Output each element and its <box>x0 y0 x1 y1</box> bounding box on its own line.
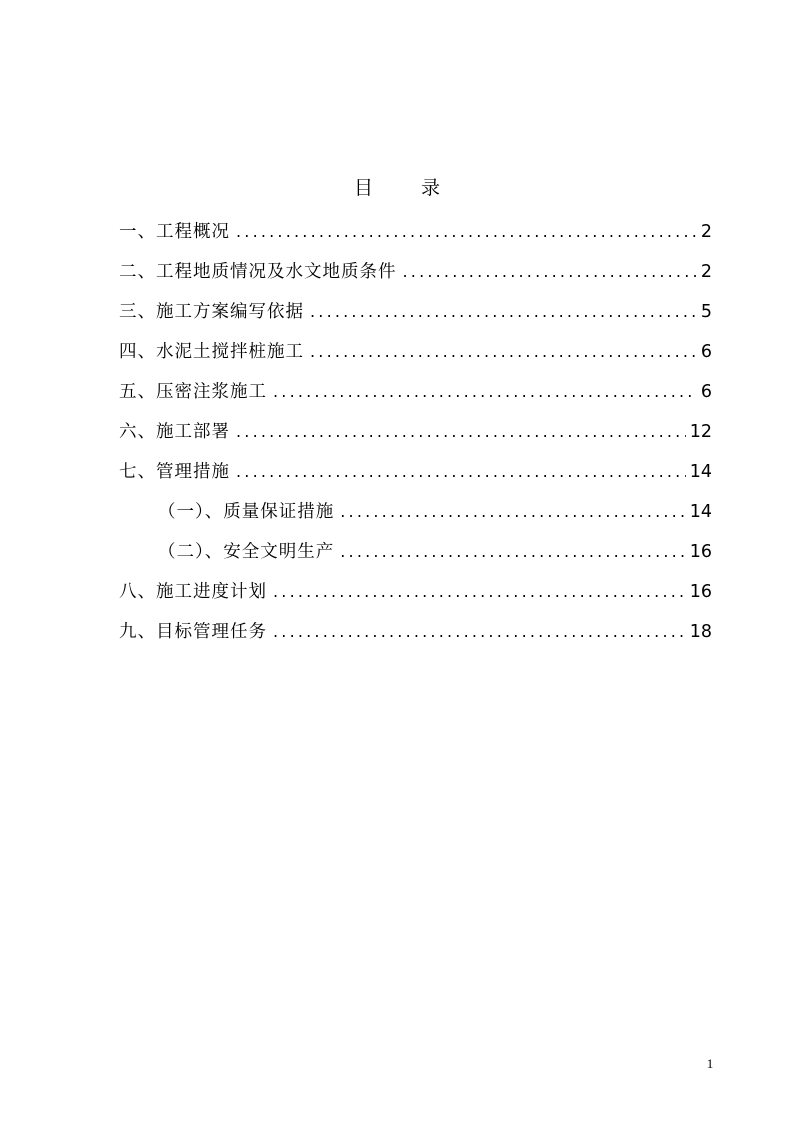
toc-entry-6[interactable] <box>0 412 794 452</box>
toc-entry-3[interactable] <box>0 292 794 332</box>
toc-entry-page: 6 <box>700 342 712 362</box>
table-of-contents <box>0 212 794 652</box>
toc-entry-page: 16 <box>689 542 712 562</box>
title-char-1: 目 <box>353 177 373 199</box>
toc-leader-dots <box>340 532 685 572</box>
toc-entry-label: （一）、质量保证措施 <box>158 502 335 522</box>
toc-leader-dots <box>236 412 686 452</box>
toc-entry-5[interactable] <box>0 372 794 412</box>
toc-entry-label: 一、工程概况 <box>119 222 230 242</box>
toc-leader-dots <box>310 292 697 332</box>
toc-leader-dots <box>236 452 686 492</box>
toc-leader-dots <box>273 612 686 652</box>
toc-leader-dots <box>340 492 685 532</box>
toc-entry-page: 5 <box>700 302 712 322</box>
page-title <box>0 174 794 202</box>
toc-leader-dots <box>310 332 697 372</box>
toc-subentry-1[interactable] <box>0 492 794 532</box>
toc-entry-page: 2 <box>700 222 712 242</box>
toc-entry-label: 五、压密注浆施工 <box>119 382 267 402</box>
toc-leader-dots <box>403 252 697 292</box>
toc-entry-label: （二）、安全文明生产 <box>158 542 335 562</box>
toc-entry-label: 七、管理措施 <box>119 462 230 482</box>
toc-entry-8[interactable] <box>0 572 794 612</box>
title-char-2: 录 <box>421 177 441 199</box>
toc-entry-label: 三、施工方案编写依据 <box>119 302 304 322</box>
toc-entry-label: 八、施工进度计划 <box>119 582 267 602</box>
toc-entry-label: 九、目标管理任务 <box>119 622 267 642</box>
toc-entry-2[interactable] <box>0 252 794 292</box>
toc-leader-dots <box>273 372 697 412</box>
toc-entry-9[interactable] <box>0 612 794 652</box>
toc-entry-label: 二、工程地质情况及水文地质条件 <box>119 262 397 282</box>
toc-entry-page: 14 <box>689 502 712 522</box>
toc-entry-4[interactable] <box>0 332 794 372</box>
toc-entry-label: 六、施工部署 <box>119 422 230 442</box>
toc-entry-7[interactable] <box>0 452 794 492</box>
toc-entry-page: 2 <box>700 262 712 282</box>
toc-entry-page: 12 <box>689 422 712 442</box>
toc-leader-dots <box>236 212 697 252</box>
toc-entry-page: 16 <box>689 582 712 602</box>
toc-entry-label: 四、水泥土搅拌桩施工 <box>119 342 304 362</box>
toc-entry-page: 18 <box>689 622 712 642</box>
toc-leader-dots <box>273 572 686 612</box>
toc-entry-page: 14 <box>689 462 712 482</box>
toc-subentry-2[interactable] <box>0 532 794 572</box>
toc-entry-page: 6 <box>700 382 712 402</box>
toc-entry-1[interactable] <box>0 212 794 252</box>
page-number: 1 <box>706 1056 714 1071</box>
